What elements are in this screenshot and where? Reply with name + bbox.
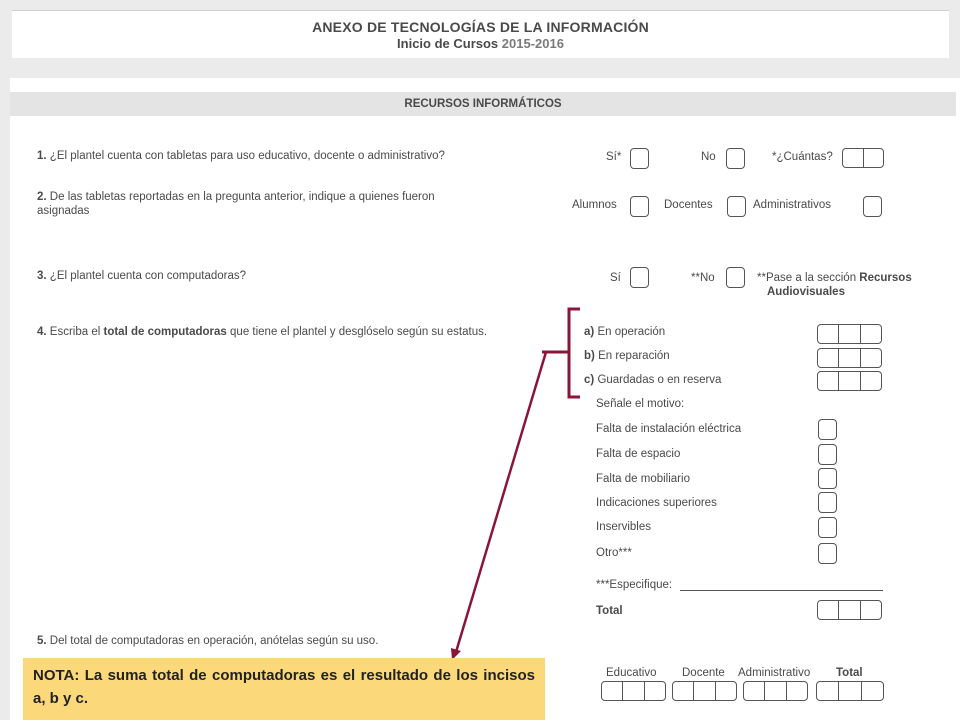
- q2-docentes-checkbox[interactable]: [727, 196, 746, 217]
- question-2-text: De las tabletas reportadas en la pregunta anterior, indique a quienes fueron asignadas: [37, 191, 435, 217]
- q4-total-field[interactable]: [817, 600, 882, 620]
- q4-reason-label: Falta de instalación eléctrica: [596, 423, 742, 435]
- q4-item-b-field[interactable]: [817, 348, 882, 368]
- q4-total-label: Total: [596, 605, 623, 617]
- q4-reason-label: Falta de espacio: [596, 448, 681, 460]
- q2-alumnos-checkbox[interactable]: [630, 196, 649, 217]
- q4-reason-title: Señale el motivo:: [596, 398, 685, 410]
- q4-reason-checkbox[interactable]: [818, 517, 837, 538]
- q4-reason-checkbox[interactable]: [818, 419, 837, 440]
- section-title: RECURSOS INFORMÁTICOS: [10, 92, 956, 116]
- q5-col-total: Total: [836, 667, 863, 679]
- q4-reason-checkbox[interactable]: [818, 492, 837, 513]
- q2-admin-checkbox[interactable]: [863, 196, 882, 217]
- q4-reason-checkbox[interactable]: [818, 444, 837, 465]
- q5-col-docente: Docente: [682, 667, 725, 679]
- q4-item-b: b) En reparación: [584, 350, 670, 362]
- q4-item-a: a) En operación: [584, 326, 666, 338]
- q3-no-checkbox[interactable]: [726, 267, 745, 288]
- q4-reason-label: Otro***: [596, 547, 632, 559]
- q4-item-c: c) Guardadas o en reserva: [584, 374, 722, 386]
- q1-si-label: Sí*: [606, 151, 622, 163]
- q1-si-checkbox[interactable]: [630, 148, 649, 169]
- form-sheet: [10, 78, 960, 720]
- q5-total-field[interactable]: [816, 681, 884, 701]
- question-5-text: Del total de computadoras en operación, anótelas según su uso.: [49, 635, 379, 647]
- question-5: 5. Del total de computadoras en operación, anótelas según su uso.: [37, 635, 379, 647]
- q2-docentes-label: Docentes: [664, 199, 713, 211]
- q4-item-a-field[interactable]: [817, 324, 882, 344]
- q1-no-checkbox[interactable]: [726, 148, 745, 169]
- q5-col-administrativo: Administrativo: [738, 667, 811, 679]
- q2-alumnos-label: Alumnos: [572, 199, 617, 211]
- q3-si-label: Sí: [610, 272, 621, 284]
- q4-reason-label: Inservibles: [596, 521, 651, 533]
- q1-cuantas-field[interactable]: [842, 148, 884, 168]
- q5-col-educativo: Educativo: [606, 667, 657, 679]
- q5-administrativo-field[interactable]: [743, 681, 808, 701]
- q2-admin-label: Administrativos: [753, 199, 831, 211]
- document-subtitle: Inicio de Cursos 2015-2016: [397, 36, 564, 51]
- q4-specify-label: ***Especifique:: [596, 579, 673, 591]
- q4-reason-checkbox[interactable]: [818, 468, 837, 489]
- question-2: 2. De las tabletas reportadas en la pregunta anterior, indique a quienes fueron asignadas: [37, 191, 435, 217]
- q4-item-c-field[interactable]: [817, 371, 882, 391]
- q4-reason-checkbox[interactable]: [818, 543, 837, 564]
- q4-specify-line[interactable]: [680, 590, 883, 591]
- q4-reason-label: Falta de mobiliario: [596, 473, 690, 485]
- question-1-text: ¿El plantel cuenta con tabletas para uso educativo, docente o administrativo?: [49, 150, 445, 162]
- q3-si-checkbox[interactable]: [630, 267, 649, 288]
- q1-cuantas-label: *¿Cuántas?: [772, 151, 833, 163]
- document-header: [12, 10, 949, 58]
- q5-educativo-field[interactable]: [601, 681, 666, 701]
- q3-skip-note: **Pase a la sección Recursos Audiovisuales: [757, 272, 912, 298]
- q1-no-label: No: [701, 151, 716, 163]
- school-year: 2015-2016: [501, 36, 564, 51]
- question-3: 3. ¿El plantel cuenta con computadoras?: [37, 270, 247, 282]
- document-title: ANEXO DE TECNOLOGÍAS DE LA INFORMACIÓN: [312, 19, 649, 35]
- question-3-text: ¿El plantel cuenta con computadoras?: [49, 270, 247, 282]
- question-4: 4. Escriba el total de computadoras que tiene el plantel y desglóselo según su estatus.: [37, 326, 488, 338]
- question-1: 1. ¿El plantel cuenta con tabletas para uso educativo, docente o administrativo?: [37, 150, 445, 162]
- q5-docente-field[interactable]: [672, 681, 737, 701]
- note-callout: NOTA: La suma total de computadoras es el resultado de los incisos a, b y c.: [23, 658, 545, 720]
- q3-no-label: **No: [691, 272, 715, 284]
- q4-reason-label: Indicaciones superiores: [596, 497, 717, 509]
